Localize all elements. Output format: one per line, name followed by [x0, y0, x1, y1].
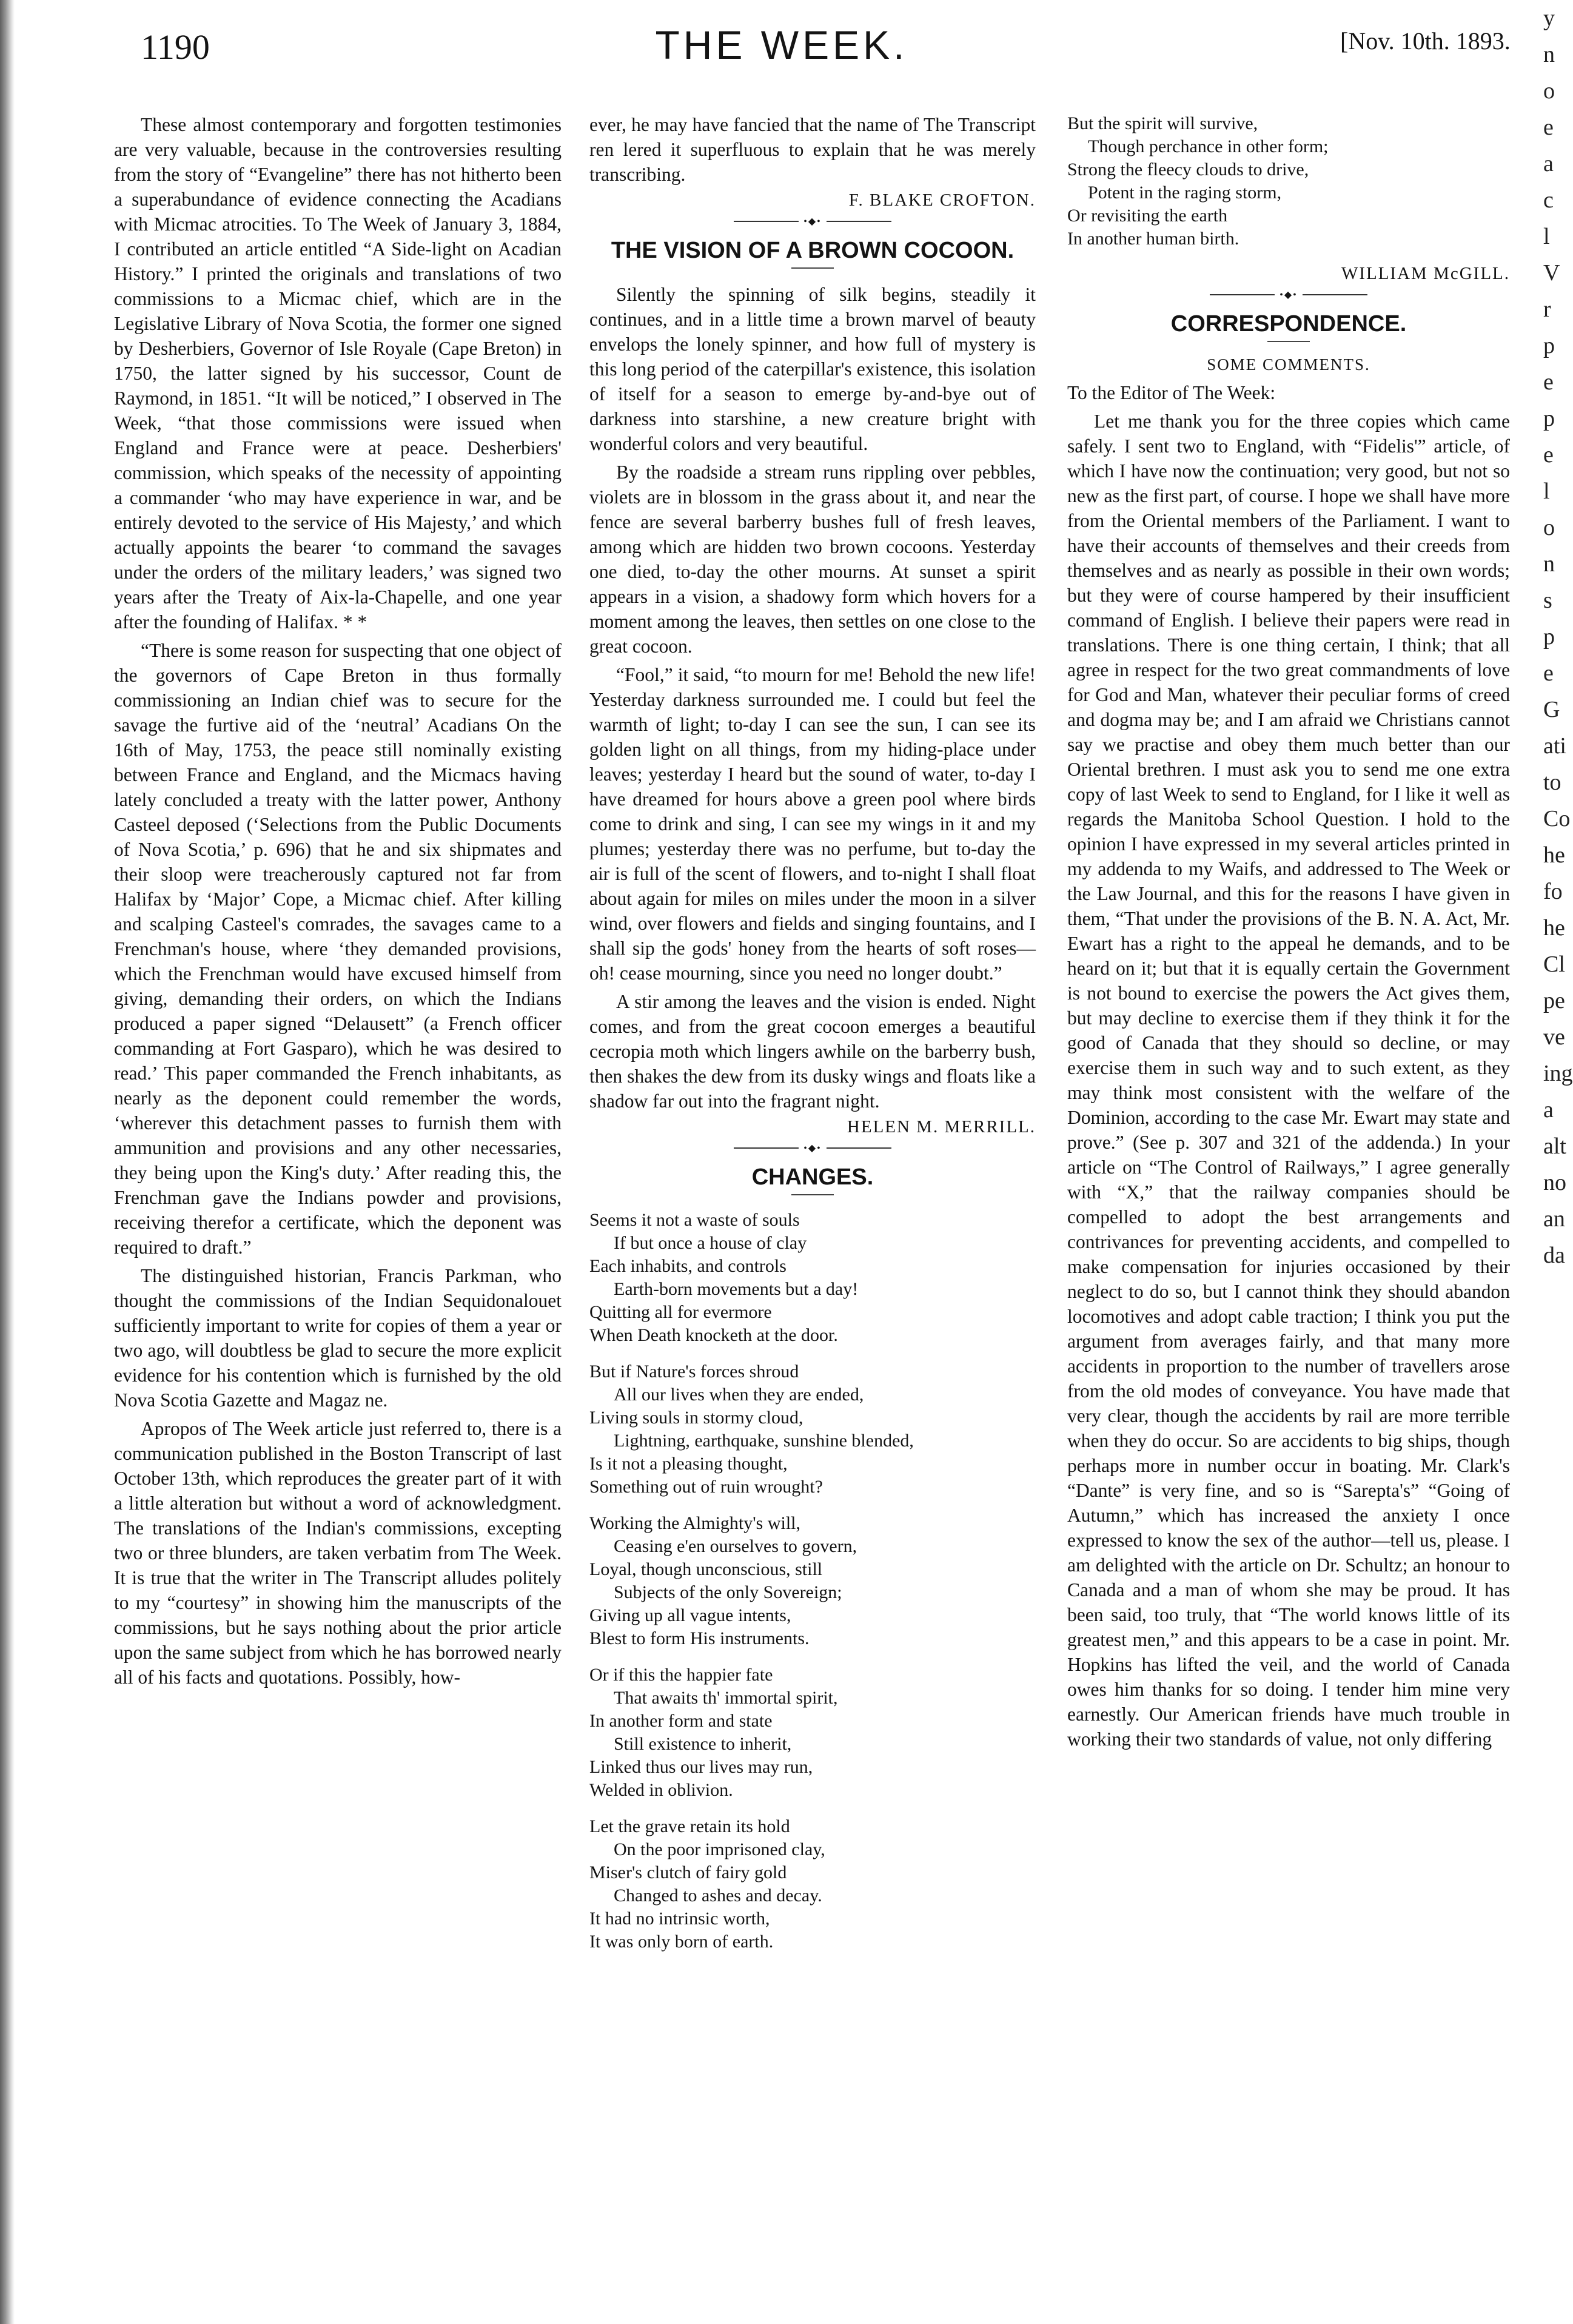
letter-body: Let me thank you for the three copies which came safely. I sent two to England, with “Fidelis'” article, of which I have now the continuation; very good, but not so new as the first part, of course. I hope we shall have more from the Oriental members of the Parliament. I want to have their accounts of themselves and their creeds from themselves and as nearly as possible in their own words; but they were of course hampered by their insufficient command of English. I believe their papers were read in translations. There is one thing certain, I think; that all agree in respect for the two great commandments of love for God and Man, whatever their peculiar forms of creed and dogma may be; and I am afraid we Christians cannot say we practise and obey them much better than our Oriental brethren. I must ask you to send me one extra copy of last Week to send to England, for I like it well as regards the Manitoba School Question. I hold to the opinion I have expressed in my several articles printed in my addenda to my Waifs, and addressed to The Week or the Law Journal, and this for the reasons I have given in them, “That under the provisions of the B. N. A. Act, Mr. Ewart has a right to the appeal he demands, and to be heard on it; but that it is equally certain the Government is not bound to exercise the powers the Act gives them, but may decline to exercise them if they think it for the good of Canada that they should so decline, or may exercise them in such way and to such extent, as they may think most consistent with the welfare of the Dominion, according to the case Mr. Ewart may state and prove.” (See p. 307 and 321 of the addenda.) In your article on “The Control of Railways,” I agree generally with “X,” that the railway companies should be compelled to adopt the best arrangements and contrivances for preventing accidents, and compelled to make compensation for injuries occasioned by their neglect to do so, but I cannot think they should abandon locomotives and adopt cable traction; I think you put the argument from averages fairly, and that many more accidents in proportion to the number of travellers arose from the old modes of conveyance. You have made that very clear, though the accidents by rail are more terrible when they do occur. So are accidents to big ships, though perhaps more in number occur in boating. Mr. Clark's “Dante” is very fine, and so is “Sarepta's” “Going of Autumn,” which has increased the anxiety I once expressed to know the sex of the author—tell us, please. I am delighted with the article on Dr. Schultz; an honour to Canada and a man of whom she may be proud. It has been said, too truly, that “The world knows little of its greatest men,” and this appears to be a case in point. Mr. Hopkins has lifted the veil, and the world of Canada owes him thanks for so doing. I tender him mine very earnestly. Our American friends have much trouble in working their two standards of value, not only differing [1067, 411, 1510, 1750]
column-1 [114, 112, 562, 1693]
poem-line: But if Nature's forces shroud [589, 1362, 799, 1382]
journal-title: THE WEEK. [655, 22, 908, 67]
title-rule [1267, 341, 1310, 342]
poem-stanza [589, 1664, 1036, 1802]
poem-title: CHANGES. [751, 1164, 874, 1190]
poem-line: Let the grave retain its hold [589, 1816, 790, 1836]
poem-line: Strong the fleecy clouds to drive, [1067, 160, 1309, 180]
poem-stanza [589, 1209, 1036, 1347]
poem-line: When Death knocketh at the door. [589, 1325, 838, 1345]
article-title: THE VISION OF A BROWN COCOON. [611, 238, 1015, 263]
paragraph-continuation: ever, he may have fancied that the name of The Transcript ren lered it superfluous to explain that he was merely transcribing. [589, 114, 1036, 185]
poem-line: In another human birth. [1067, 229, 1239, 249]
poem-line: Subjects of the only Sovereign; [614, 1582, 842, 1602]
page-number: 1190 [141, 27, 210, 67]
author-signature: HELEN M. MERRILL. [847, 1117, 1036, 1137]
section-divider: •◆• [1210, 289, 1367, 301]
poem-line: That awaits th' immortal spirit, [614, 1688, 838, 1708]
poem-stanza [589, 1360, 1036, 1499]
poem-line: In another form and state [589, 1711, 773, 1731]
poem-stanza [589, 1512, 1036, 1650]
poem-line: If but once a house of clay [614, 1233, 807, 1253]
poem-line: Or revisiting the earth [1067, 206, 1228, 226]
poem-line: Living souls in stormy cloud, [589, 1408, 803, 1428]
title-rule [791, 1194, 834, 1195]
binding-shadow [0, 0, 15, 2324]
letter-salutation: To the Editor of The Week: [1067, 382, 1276, 403]
poem-line: Lightning, earthquake, sunshine blended, [614, 1431, 914, 1451]
poem-line: Quitting all for evermore [589, 1302, 772, 1322]
issue-date: [Nov. 10th. 1893. [1340, 27, 1511, 55]
facing-page-bleed: y n o e a c l V r p e p e l o n s p e G ati to Co he fo he Cl pe ve ing a alt no an da [1543, 5, 1573, 1268]
poem-line: Linked thus our lives may run, [589, 1757, 813, 1777]
section-divider: •◆• [734, 1142, 891, 1154]
section-divider: •◆• [734, 215, 891, 227]
poem-line: Each inhabits, and controls [589, 1256, 786, 1276]
poem-line: Loyal, though unconscious, still [589, 1559, 823, 1579]
paragraph: A stir among the leaves and the vision is ended. Night comes, and from the great cocoon emerges a beautiful cecropia moth which lingers awhile on the barberry bush, then shakes the dew from its dusky wings and floats like a shadow far out into the fragrant night. [589, 991, 1036, 1112]
paragraph: These almost contemporary and forgotten testimonies are very valuable, because in the controversies resulting from the story of “Evangeline” there has not hitherto been a superabundance of evidence connecting the Acadians with Micmac atrocities. To The Week of January 3, 1884, I contributed an article entitled “A Side-light on Acadian History.” I printed the originals and translations of two commissions to a Micmac chief, which are in the Legislative Library of Nova Scotia, the former one signed by Desherbiers, Governor of Isle Royale (Cape Breton) in 1750, the latter signed by his successor, Count de Raymond, in 1851. “It will be noticed,” I observed in The Week, “that those commissions were issued when England and France were at peace. Desherbiers' commission, which speaks of the necessity of appointing a commander ‘who may have experience in war, and be entirely devoted to the service of His Majesty,’ and which actually appoints the bearer ‘to command the savages under the orders of the military leaders,’ was signed two years after the Treaty of Aix-la-Chapelle, and one year after the founding of Halifax. * * [114, 114, 562, 633]
poem-line: Giving up all vague intents, [589, 1605, 791, 1625]
poem-line: Changed to ashes and decay. [614, 1886, 822, 1906]
poem-line: Is it not a pleasing thought, [589, 1454, 788, 1474]
poem-line: It was only born of earth. [589, 1932, 774, 1952]
poem-line: Though perchance in other form; [1088, 136, 1329, 156]
letter-subtitle: SOME COMMENTS. [1207, 355, 1370, 374]
poem-stanza [1067, 112, 1510, 250]
poem-line: Earth-born movements but a day! [614, 1279, 859, 1299]
column-3 [1067, 112, 1510, 1755]
poem-line: Seems it not a waste of souls [589, 1210, 800, 1230]
paragraph: “Fool,” it said, “to mourn for me! Behold the new life! Yesterday darkness surrounded me. I could but feel the warmth of light; to-day I can see the sun, I can see its golden light on all things, from my hiding-place under leaves; yesterday I heard but the sound of water, to-day I have dreamed for hours above a green pool where birds come to drink and sing, I can see my wings in it and my plumes; yesterday there was no perfume, but to-day the air is full of the scent of flowers, and to-night I shall float about again for miles on miles under the moon in a silver wind, over flowers and fields and singing fountains, and I shall sip the gods' honey from the hearts of soft roses—oh! cease mourning, since you need no longer doubt.” [589, 664, 1036, 984]
title-rule [791, 267, 834, 269]
poem-line: Potent in the raging storm, [1088, 183, 1282, 203]
poem-line: Miser's clutch of fairy gold [589, 1862, 787, 1882]
poem-line: Ceasing e'en ourselves to govern, [614, 1536, 857, 1556]
section-title: CORRESPONDENCE. [1170, 311, 1407, 337]
poem-line: All our lives when they are ended, [614, 1385, 864, 1405]
paragraph: The distinguished historian, Francis Parkman, who thought the commissions of the Indian Sequidonalouet sufficiently important to write for copies of them a year or two ago, will doubtless be glad to secure the more explicit evidence for his contention which is furnished by the old Nova Scotia Gazette and Magaz ne. [114, 1265, 562, 1411]
paragraph: Silently the spinning of silk begins, steadily it continues, and in a little time a brown marvel of beauty envelops the lonely spinner, and how full of mystery is this long period of the caterpillar's existence, this isolation of itself for a season to emerge by-and-bye out of darkness into starshine, a new creature bright with wonderful colors and very beautiful. [589, 284, 1036, 454]
poem-line: On the poor imprisoned clay, [614, 1839, 825, 1859]
poem-line: Something out of ruin wrought? [589, 1477, 823, 1497]
column-2 [589, 112, 1036, 1967]
author-signature: WILLIAM McGILL. [1341, 264, 1510, 283]
poem-line: Welded in oblivion. [589, 1780, 733, 1800]
paragraph: By the roadside a stream runs rippling over pebbles, violets are in blossom in the grass about it, and near the fence are several barberry bushes full of fresh leaves, among which are hidden two brown cocoons. Yesterday one died, to-day the other mourns. At sunset a spirit appears in a vision, a shadowy form which hovers for a moment among the leaves, then settles on one close to the great cocoon. [589, 462, 1036, 657]
poem-line: Or if this the happier fate [589, 1665, 773, 1685]
poem-stanza [589, 1815, 1036, 1953]
poem-line: But the spirit will survive, [1067, 113, 1258, 133]
poem-line: Still existence to inherit, [614, 1734, 792, 1754]
paragraph: Apropos of The Week article just referred to, there is a communication published in the Boston Transcript of last October 13th, which reproduces the greater part of it with a little alteration but without a word of acknowledgment. The translations of the Indian's commissions, excepting two or three blunders, are taken verbatim from The Week. It is true that the writer in The Transcript alludes politely to my “courtesy” in showing him the manuscripts of the commissions, but he says nothing about the prior article upon the same subject from which he has borrowed nearly all of his facts and quotations. Possibly, how- [114, 1418, 562, 1688]
poem-line: Blest to form His instruments. [589, 1628, 810, 1648]
author-signature: F. BLAKE CROFTON. [848, 190, 1036, 210]
poem-line: It had no intrinsic worth, [589, 1909, 770, 1929]
poem-line: Working the Almighty's will, [589, 1513, 800, 1533]
paragraph: “There is some reason for suspecting that one object of the governors of Cape Breton in thus formally commissioning an Indian chief was to secure for the savage the furtive aid of the ‘neutral’ Acadians On the 16th of May, 1753, the peace still nominally existing between France and England, and the Micmacs having lately concluded a treaty with the latter power, Anthony Casteel deposed (‘Selections from the Public Documents of Nova Scotia,’ p. 696) that he and six shipmates and their sloop were treacherously captured not far from Halifax by ‘Major’ Cope, a Micmac chief. After killing and scalping Casteel's comrades, the savages came to a Frenchman's house, where ‘they demanded provisions, which the Frenchman would have excused himself from giving, demanding their orders, on which the Indians produced a paper signed “Delausett” (a French officer commanding at Fort Gasparo), which he was desired to read.’ This paper commanded the French inhabitants, as nearly as the deponent could remember the words, ‘wherever this detachment passes to furnish them with ammunition and provisions and any other necessaries, they being upon the King's duty.’ After reading this, the Frenchman gave the Indians powder and provisions, receiving therefor a certificate, which the deponent was required to draft.” [114, 640, 562, 1258]
